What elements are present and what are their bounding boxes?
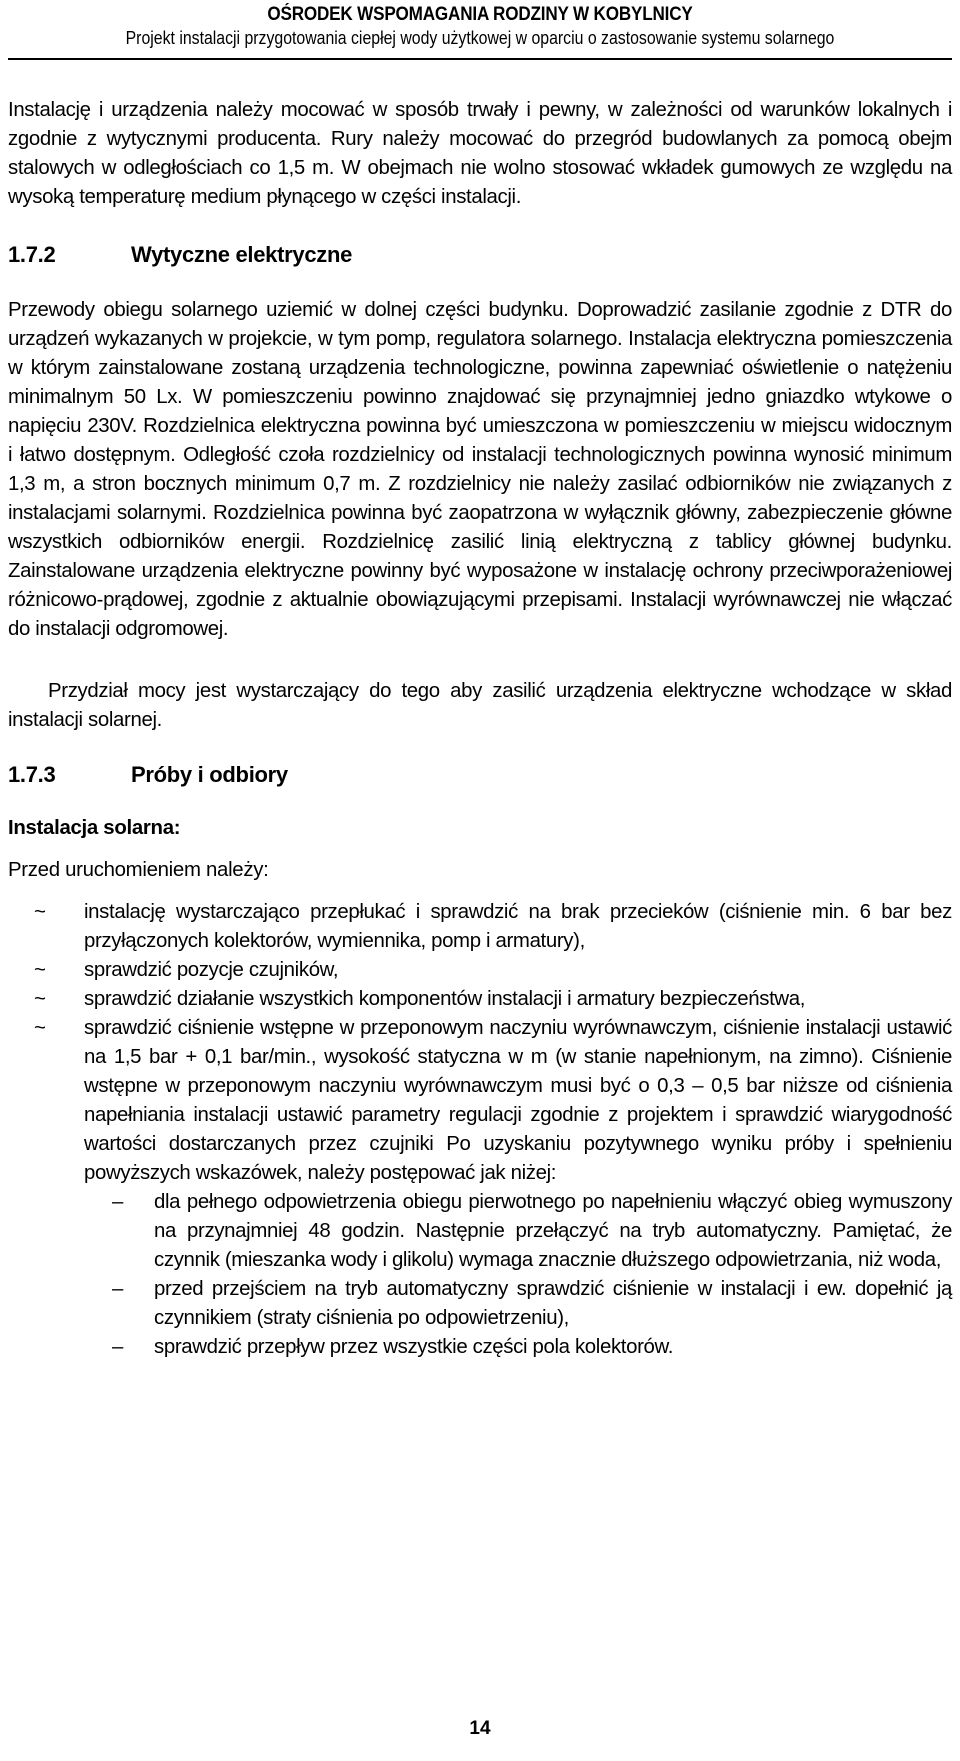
tilde-bullet: ~: [34, 959, 46, 981]
header-subtitle: Projekt instalacji przygotowania ciepłej wody użytkowej w oparciu o zastosowanie systemu solarnego: [125, 28, 835, 48]
solar-installation-subheading: Instalacja solarna:: [8, 817, 181, 839]
power-allocation-paragraph: [8, 677, 952, 735]
list-item: [8, 956, 952, 985]
section-number: 1.7.3: [8, 762, 56, 787]
header-title: OŚRODEK WSPOMAGANIA RODZINY W KOBYLNICY: [267, 4, 693, 25]
section-number: 1.7.2: [8, 242, 56, 267]
power-allocation-section: [8, 677, 952, 735]
intro-section: [8, 96, 952, 212]
sublist-item: [84, 1188, 952, 1275]
section-title: Wytyczne elektryczne: [131, 242, 353, 267]
section-title: Próby i odbiory: [131, 762, 288, 787]
page-number: 14: [469, 1718, 491, 1739]
tilde-bullet: ~: [34, 988, 46, 1010]
sublist-item-text: przed przejściem na tryb automatyczny sprawdzić ciśnienie w instalacji i ew. dopełnić ją czynnikiem (straty ciśnienia po odpowietrzeniu),: [154, 1278, 952, 1329]
list-item: [8, 985, 952, 1014]
dash-bullet: –: [112, 1336, 123, 1358]
dash-bullet: –: [112, 1278, 123, 1300]
list-item-text: instalację wystarczająco przepłukać i sprawdzić na brak przecieków (ciśnienie min. 6 bar bez przyłączonych kolektorów, wymiennika, pomp i armatury),: [84, 901, 952, 952]
electrical-section: [8, 296, 952, 644]
section-heading-172: [8, 240, 352, 270]
tilde-bullet: ~: [34, 1017, 46, 1039]
header-divider: [8, 58, 952, 60]
sublist-item: [84, 1275, 952, 1333]
list-item-text: sprawdzić działanie wszystkich komponentów instalacji i armatury bezpieczeństwa,: [84, 988, 806, 1010]
sublist-item-text: dla pełnego odpowietrzenia obiegu pierwotnego po napełnieniu włączyć obieg wymuszony na przynajmniej 48 godzin. Następnie przełączyć na tryb automatyczny. Pamiętać, że czynnik (mieszanka wody i glikolu) wymaga znacznie dłuższego odpowietrzania, niż woda,: [154, 1191, 952, 1271]
list-item: [8, 1014, 952, 1362]
power-allocation-text: Przydział mocy jest wystarczający do tego aby zasilić urządzenia elektryczne wchodzące w skład instalacji solarnej.: [8, 680, 952, 731]
section-heading-173: [8, 760, 288, 790]
electrical-paragraph: Przewody obiegu solarnego uziemić w dolnej części budynku. Doprowadzić zasilanie zgodnie z DTR do urządzeń wykazanych w projekcie, w tym pomp, regulatora solarnego. Instalacja elektryczna pomieszczenia w którym zainstalowane zostaną urządzenia technologiczne, powinna zapewniać oświetlenie o natężeniu minimalnym 50 Lx. W pomieszczeniu powinno znajdować się przynajmniej jedno gniazdko wtykowe o napięciu 230V. Rozdzielnica elektryczna powinna być umieszczona w pomieszczeniu w miejscu widocznym i łatwo dostępnym. Odległość czoła rozdzielnicy od instalacji technologicznych powinna wynosić minimum 1,3 m, a stron bocznych minimum 0,7 m. Z rozdzielnicy nie należy zasilać odbiorników nie związanych z instalacjami solarnymi. Rozdzielnica powinna być zaopatrzona w wyłącznik główny, zabezpieczenie główne wszystkich odbiorników energii. Rozdzielnicę zasilić linią elektryczną z tablicy głównej budynku. Zainstalowane urządzenia elektryczne powinny być wyposażone w instalację ochrony przeciwporażeniowej różnicowo-prądowej, zgodnie z aktualnie obowiązującymi przepisami. Instalacji wyrównawczej nie włączać do instalacji odgromowej.: [8, 299, 952, 640]
before-startup-lead: Przed uruchomieniem należy:: [8, 859, 269, 881]
list-item-text: sprawdzić ciśnienie wstępne w przeponowym naczyniu wyrównawczym, ciśnienie instalacji ustawić na 1,5 bar + 0,1 bar/min., wysokość statyczna w m (w stanie napełnionym, na zimno). Ciśnienie wstępne w przeponowym naczyniu wyrównawczym musi być o 0,3 – 0,5 bar niższe od ciśnienia napełniania instalacji ustawić parametry regulacji zgodnie z projektem i sprawdzić wiarygodność wartości dostarczanych przez czujniki Po uzyskaniu pozytywnego wyniku próby i spełnieniu powyższych wskazówek, należy postępować jak niżej:: [84, 1017, 952, 1184]
dash-bullet: –: [112, 1191, 123, 1213]
sublist-item-text: sprawdzić przepływ przez wszystkie części pola kolektorów.: [154, 1336, 674, 1358]
sublist-item: [84, 1333, 952, 1362]
page-header: [0, 3, 960, 49]
list-item: [8, 898, 952, 956]
tilde-bullet: ~: [34, 901, 46, 923]
list-item-text: sprawdzić pozycje czujników,: [84, 959, 339, 981]
startup-checklist: [8, 898, 952, 1362]
intro-paragraph: Instalację i urządzenia należy mocować w sposób trwały i pewny, w zależności od warunków lokalnych i zgodnie z wytycznymi producenta. Rury należy mocować do przegród budowlanych za pomocą obejm stalowych w odległościach co 1,5 m. W obejmach nie wolno stosować wkładek gumowych ze względu na wysoką temperaturę medium płynącego w części instalacji.: [8, 99, 952, 208]
procedure-sublist: [84, 1188, 952, 1362]
